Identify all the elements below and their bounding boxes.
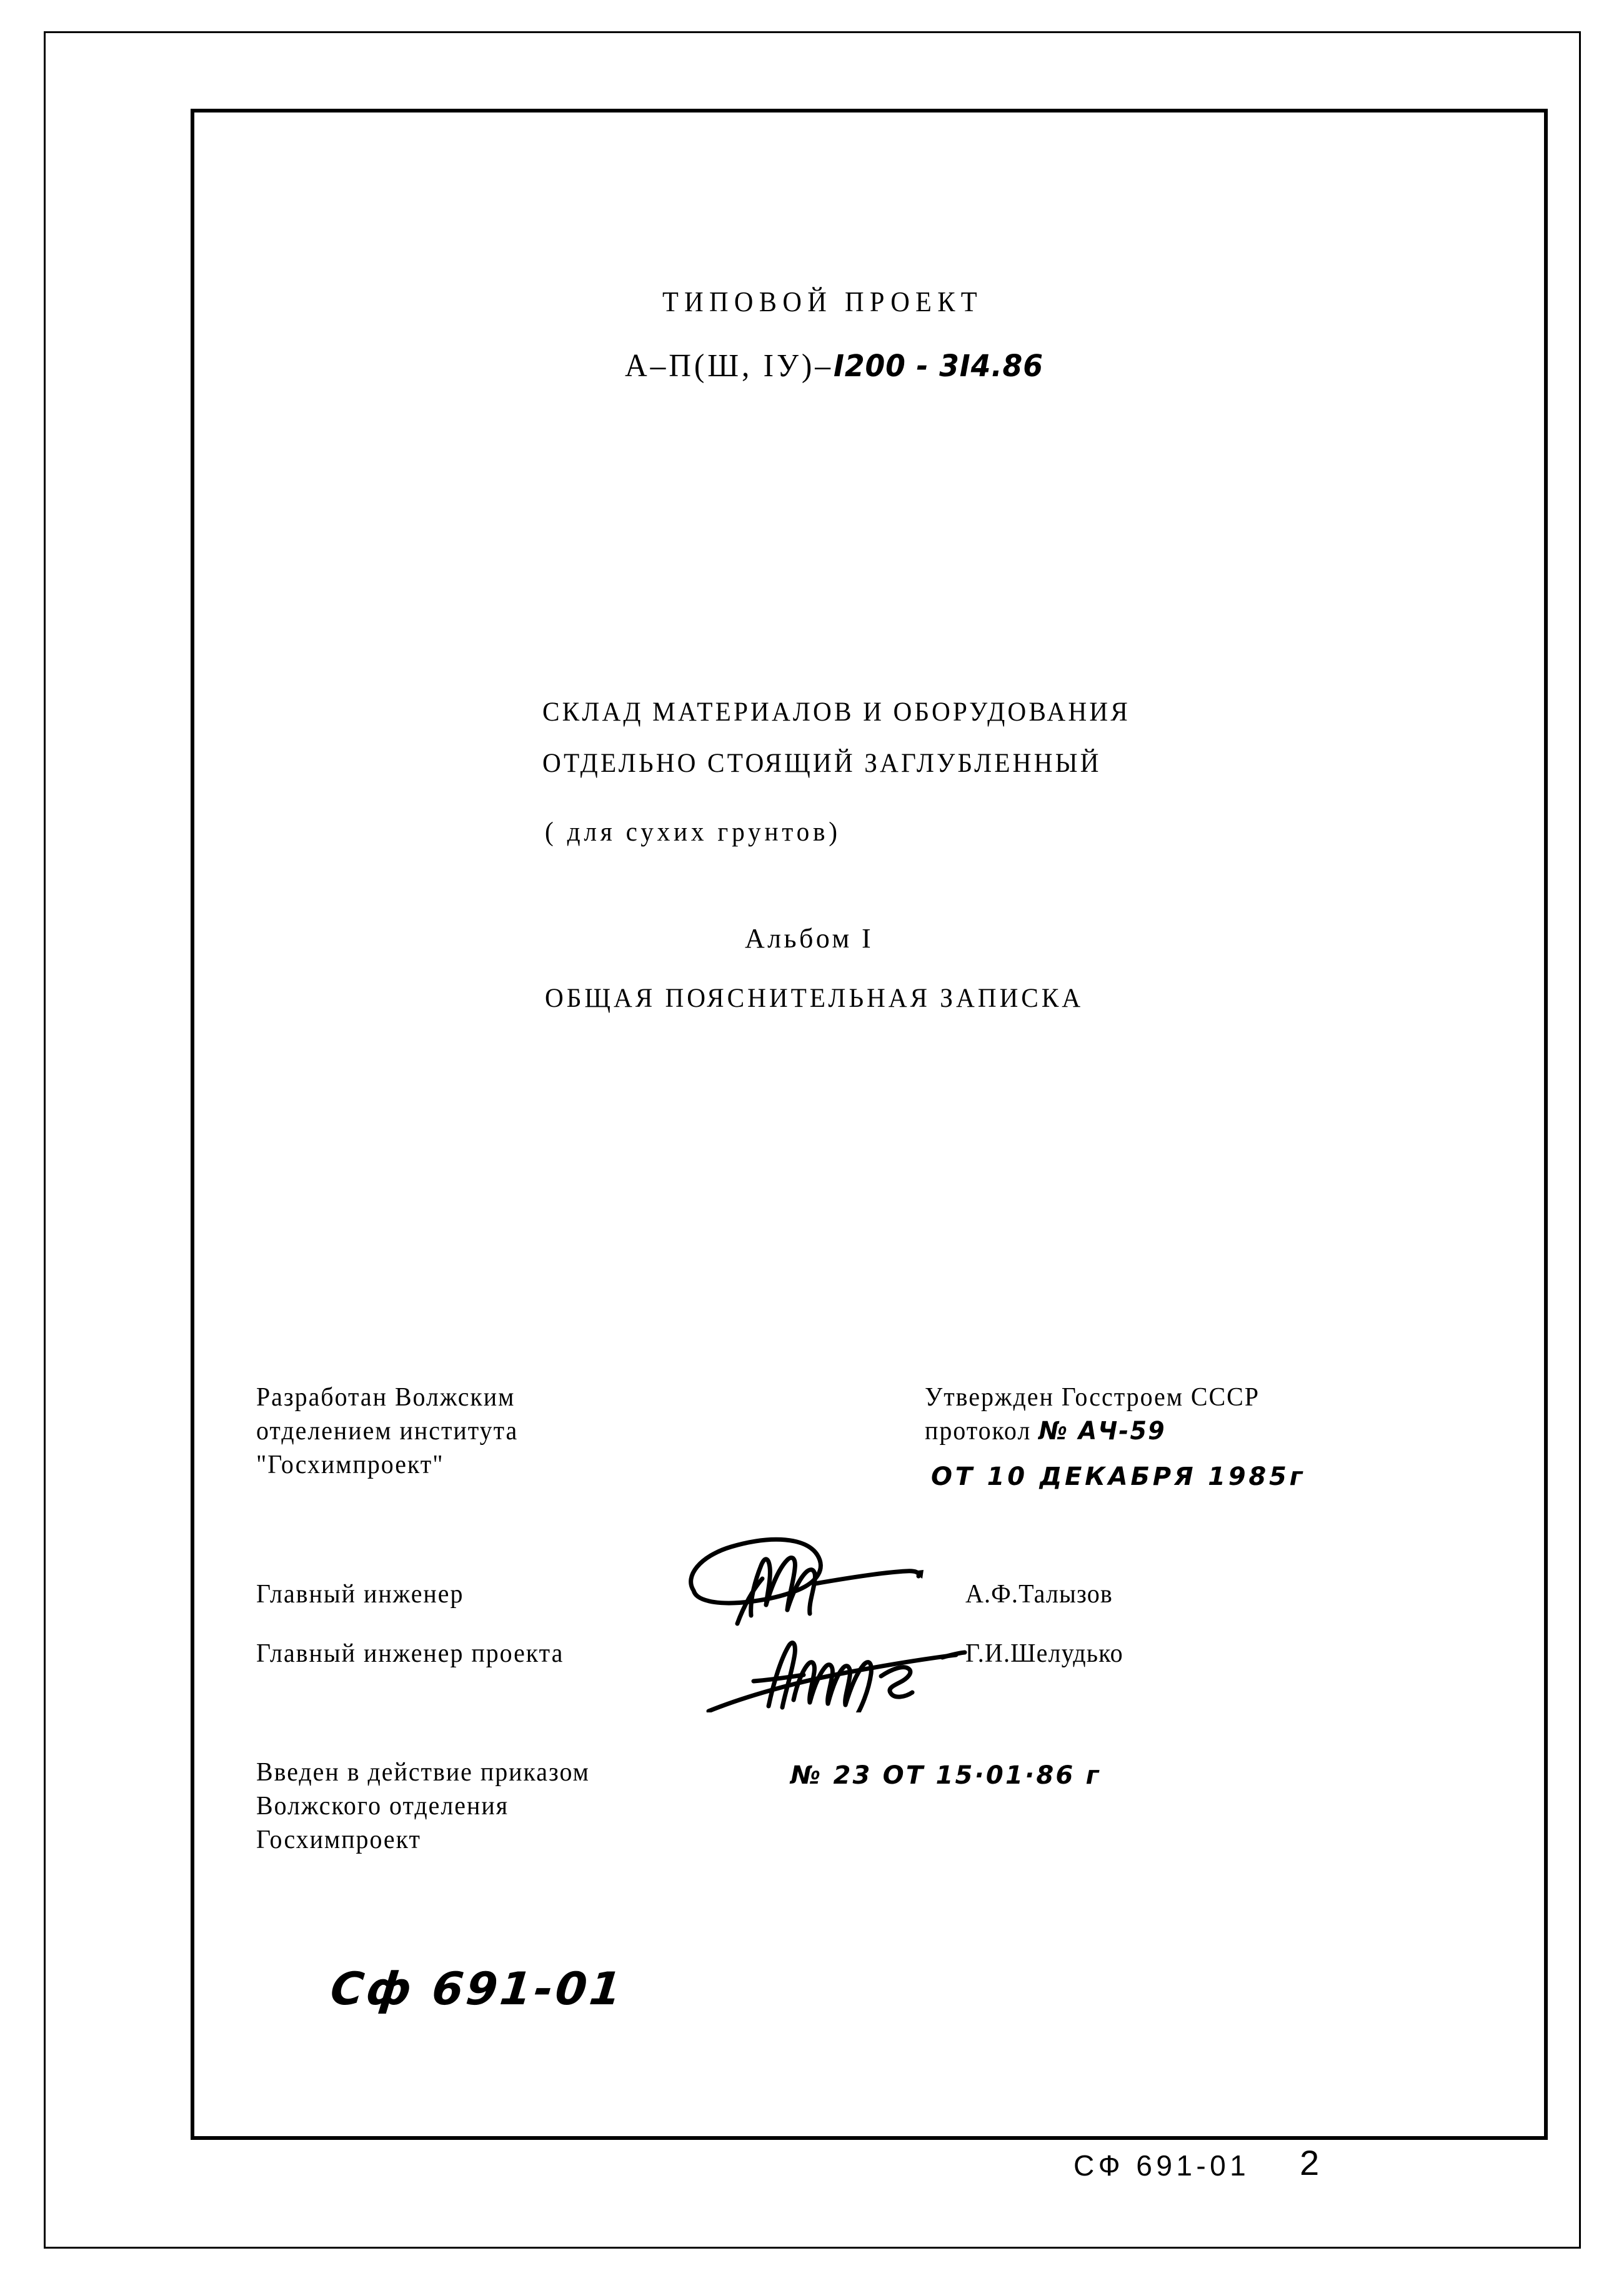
order-line-3: Госхимпроект xyxy=(256,1825,421,1854)
project-code-number: I200 - 3I4.86 xyxy=(833,349,1044,384)
project-chief-engineer-signature-icon xyxy=(694,1606,987,1712)
chief-engineer-role-label: Главный инженер xyxy=(256,1580,464,1609)
developer-line-1: Разработан Волжским xyxy=(256,1383,516,1412)
object-name-line-2: ОТДЕЛЬНО СТОЯЩИЙ ЗАГЛУБЛЕННЫЙ xyxy=(542,749,1102,778)
project-kind-heading: ТИПОВОЙ ПРОЕКТ xyxy=(662,286,983,317)
approval-line-1: Утвержден Госстроем СССР xyxy=(925,1383,1260,1412)
approval-protocol-label: протокол xyxy=(925,1416,1032,1446)
project-code xyxy=(625,350,1044,382)
project-chief-engineer-role-label: Главный инженер проекта xyxy=(256,1639,564,1668)
order-line-1: Введен в действие приказом xyxy=(256,1758,590,1787)
order-number-and-date: № 23 ОТ 15·01·86 г xyxy=(790,1761,1101,1790)
album-title: ОБЩАЯ ПОЯСНИТЕЛЬНАЯ ЗАПИСКА xyxy=(545,984,1083,1013)
object-name-line-1: СКЛАД МАТЕРИАЛОВ И ОБОРУДОВАНИЯ xyxy=(542,697,1130,727)
order-block xyxy=(256,1756,590,1857)
developer-line-3: "Госхимпроект" xyxy=(256,1450,444,1479)
order-line-2: Волжского отделения xyxy=(256,1791,509,1821)
chief-engineer-name: А.Ф.Талызов xyxy=(965,1580,1113,1609)
album-number: Альбом I xyxy=(745,923,874,954)
approval-block xyxy=(925,1381,1260,1449)
approval-protocol-number: № АЧ-59 xyxy=(1039,1416,1166,1446)
developer-line-2: отделением института xyxy=(256,1416,519,1446)
approval-date: ОТ 10 ДЕКАБРЯ 1985г xyxy=(931,1462,1306,1491)
project-chief-engineer-name: Г.И.Шелудько xyxy=(965,1639,1123,1668)
developer-block xyxy=(256,1381,518,1482)
handwritten-archive-stamp: Сф 691-01 xyxy=(328,1962,627,2015)
approval-protocol-row xyxy=(925,1415,1260,1449)
object-subtitle: ( для сухих грунтов) xyxy=(545,817,841,847)
footer-page-number: 2 xyxy=(1300,2143,1320,2182)
footer-document-code: СФ 691-01 xyxy=(1074,2149,1250,2182)
project-code-prefix: А–П(Ш, IУ)– xyxy=(625,348,834,384)
